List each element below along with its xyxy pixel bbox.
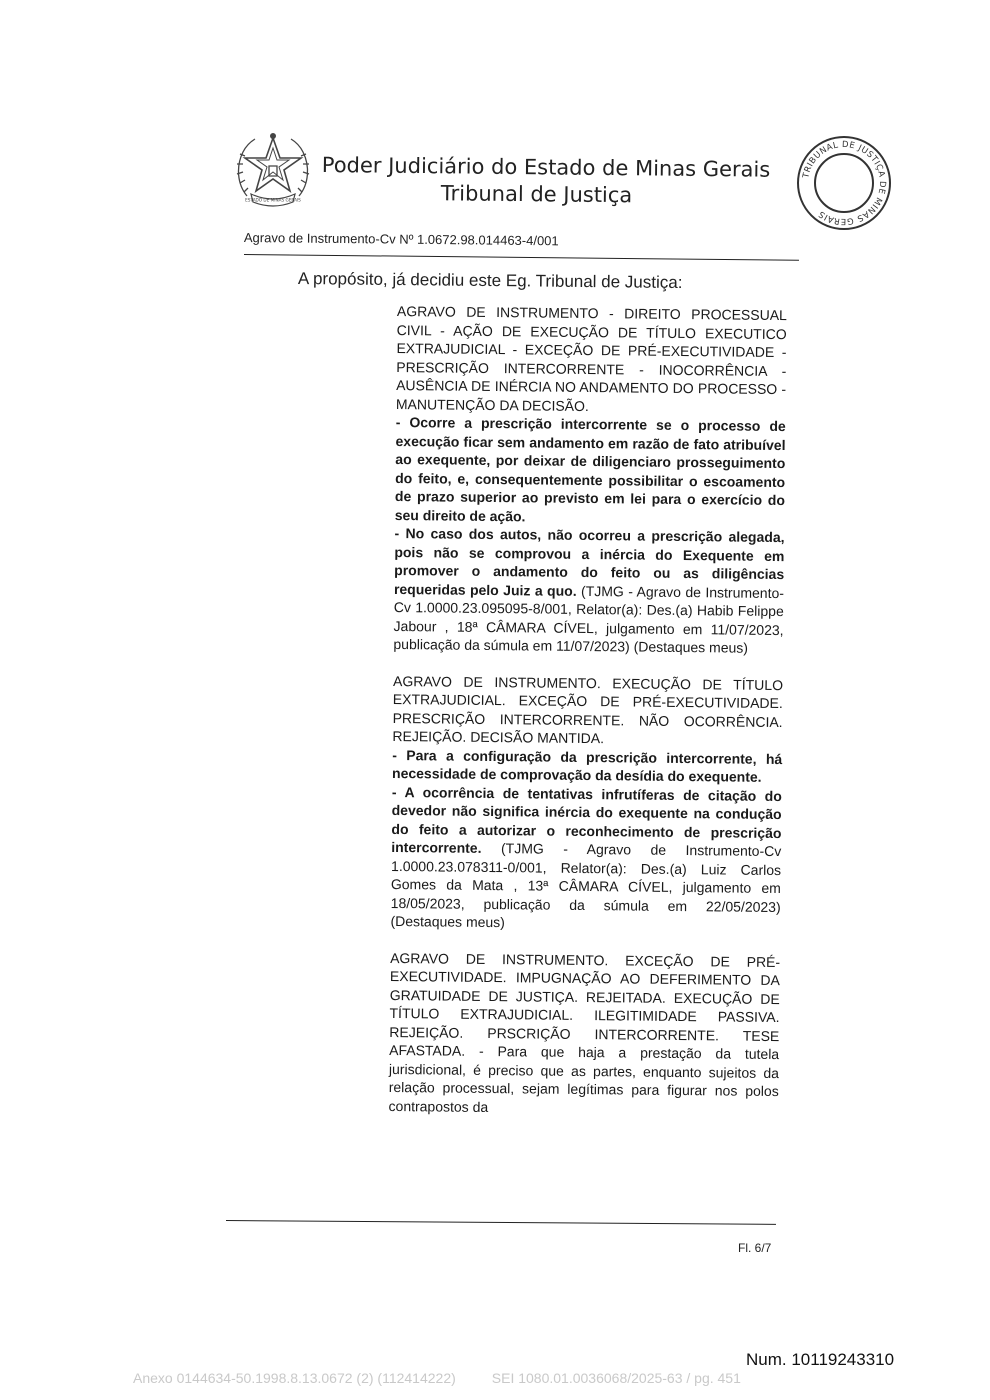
quote-bold-paragraph: - Ocorre a prescrição intercorrente se o processo de execução ficar sem andamento em razão de fato atribuível ao exequente, por deixar de diligenciaro prosseguimento do feito, e, consequentemente possibilitar o escoamento de prazo superior ao previsto em lei para o exercício do seu direito de ação. [394, 413, 786, 524]
jurisprudence-quotes [388, 302, 787, 1137]
annex-reference: Anexo 0144634-50.1998.8.13.0672 (2) (112414222) [133, 1370, 456, 1386]
court-title-line1: Poder Judiciário do Estado de Minas Gerais [321, 152, 771, 182]
quote-bold-span: - A ocorrência de tentativas infrutíferas de citação do devedor não significa inércia do exequente na condução do feito a autorizar o reconhecimento de prescrição intercorrente. [391, 783, 782, 856]
quote-last-paragraph [393, 524, 784, 658]
sei-reference: SEI 1080.01.0036068/2025-63 / pg. 451 [491, 1370, 741, 1386]
court-title-line2: Tribunal de Justiça [440, 181, 633, 208]
quote-citation: (TJMG - Agravo de Instrumento-Cv 1.0000.23.095095-8/001, Relator(a): Des.(a) Habib Felippe Jabour , 18ª CÂMARA CÍVEL, julgamento em 11/07/2023, publicação da súmula em 11/07/2023) (Destaques meus) [393, 582, 785, 656]
quote-1 [393, 302, 787, 658]
seal-text: TRIBUNAL DE JUSTIÇA DE MINAS GERAIS [801, 139, 888, 227]
case-reference: Agravo de Instrumento-Cv Nº 1.0672.98.014463-4/001 [243, 230, 559, 249]
footer-divider [226, 1220, 776, 1225]
minas-gerais-coat-of-arms-icon [233, 130, 313, 214]
quote-bold-span: - No caso dos autos, não ocorreu a prescrição alegada, pois não se comprovou a inércia do Exequente em promover o andamento do feito ou as diligências requeridas pelo Juiz a quo. [393, 524, 785, 599]
quote-citation: (TJMG - Agravo de Instrumento-Cv 1.0000.23.078311-0/001, Relator(a): Des.(a) Luiz Carlos Gomes da Mata , 13ª CÂMARA CÍVEL, julgamento em 18/05/2023, publicação da súmula em 22/05/2023) (Destaques meus) [390, 840, 782, 931]
quote-heading: AGRAVO DE INSTRUMENTO. EXCEÇÃO DE PRÉ-EXECUTIVIDADE. IMPUGNAÇÃO AO DEFERIMENTO DA GRATUIDADE DE JUSTIÇA. REJEITADA. EXECUÇÃO DE TÍTULO EXTRAJUDICIAL. ILEGITIMIDADE PASSIVA. REJEIÇÃO. PRSCRIÇÃO INTERCORRENTE. TESE AFASTADA. - Para que haja a prestação da tutela jurisdicional, é preciso que as partes, enquanto sujeitos da relação processual, sejam legítimas para figurar nos polos contrapostos da [388, 949, 781, 1115]
quote-3 [388, 948, 780, 1119]
document-number: Num. 10119243310 [746, 1350, 895, 1369]
quote-2 [390, 671, 783, 934]
quote-heading: AGRAVO DE INSTRUMENTO - DIREITO PROCESSUAL CIVIL - AÇÃO DE EXECUÇÃO DE TÍTULO EXECUTICO EXTRAJUDICIAL - EXCEÇÃO DE PRÉ-EXECUTIVIDADE - PRESCRIÇÃO INTERCORRENTE - INOCORRÊNCIA - AUSÊNCIA DE INÉRCIA NO ANDAMENTO DO PROCESSO - MANUTENÇÃO DA DECISÃO. [395, 302, 787, 414]
emblem-text: ESTADO DE MINAS GERAIS [245, 197, 301, 203]
quote-heading: AGRAVO DE INSTRUMENTO. EXECUÇÃO DE TÍTULO EXTRAJUDICIAL. EXCEÇÃO DE PRÉ-EXECUTIVIDADE. PRESCRIÇÃO INTERCORRENTE. NÃO OCORRÊNCIA. REJEIÇÃO. DECISÃO MANTIDA. [392, 672, 784, 747]
court-title [321, 152, 771, 210]
quote-last-paragraph [390, 782, 782, 934]
page-number: Fl. 6/7 [738, 1241, 772, 1255]
annex-footer [133, 1370, 741, 1386]
quote-bold-paragraph: - Para a configuração da prescrição intercorrente, há necessidade de comprovação da desídia do exequente. [391, 746, 783, 785]
intro-text: A propósito, já decidiu este Eg. Tribunal de Justiça: [297, 269, 683, 293]
header-divider [244, 254, 799, 261]
tribunal-seal-icon [794, 133, 894, 233]
